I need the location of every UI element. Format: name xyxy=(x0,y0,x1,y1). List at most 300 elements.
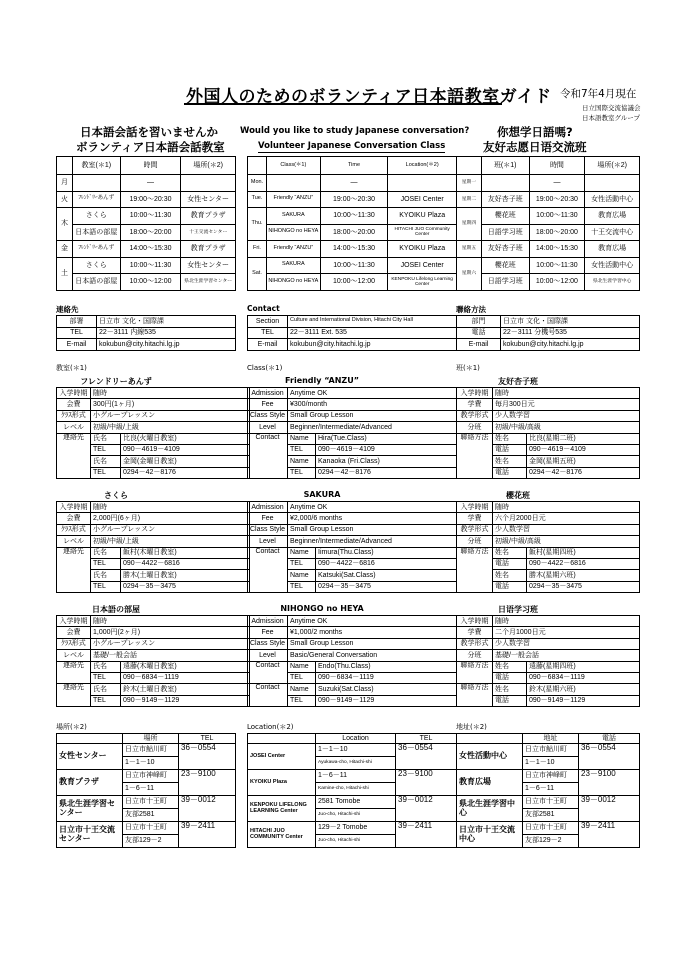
table-row xyxy=(248,274,457,291)
table-cell: 小グループレッスン xyxy=(91,410,250,421)
table-cell: 学費 xyxy=(457,399,493,410)
table-cell: 木 xyxy=(57,208,73,241)
table-cell: 連絡先 xyxy=(57,661,91,684)
table-row xyxy=(457,616,640,627)
table-row xyxy=(57,224,236,241)
table-cell: Katsuki(Sat.Class) xyxy=(316,570,457,581)
table-row xyxy=(457,502,640,513)
table-cell: 日立市十王交流センター xyxy=(57,822,123,848)
en-class-name: Friendly “ANZU” xyxy=(285,376,359,385)
zh-class-name: 櫻花班 xyxy=(506,491,530,500)
table-cell: さくら xyxy=(72,208,120,225)
table-cell: Basic/General Conversation xyxy=(288,650,457,661)
en-class-name: SAKURA xyxy=(303,490,341,499)
table-cell: 1－1－10 xyxy=(523,757,579,770)
table-cell: 姓名 xyxy=(493,433,527,444)
ja-heading-2: ボランティア日本語会話教室 xyxy=(76,139,225,157)
table-row xyxy=(57,744,236,757)
table-cell: 18:00～20:00 xyxy=(529,224,585,241)
table-row xyxy=(457,433,640,444)
table-row xyxy=(457,191,640,208)
ja-contact-title: 連絡先 xyxy=(56,305,79,314)
table-cell: 電話 xyxy=(493,695,527,706)
table-cell: 1－1－10 xyxy=(123,757,179,770)
table-cell: TEL xyxy=(91,467,121,478)
table-cell: Name xyxy=(288,547,316,558)
table-cell: Contact xyxy=(248,684,288,707)
table-cell: 日立市鮎川町 xyxy=(123,744,179,757)
table-cell: 連絡先 xyxy=(57,433,91,479)
table-cell: 19:00～20:30 xyxy=(120,191,181,208)
table-row xyxy=(57,502,250,513)
table-cell: Tue. xyxy=(248,191,267,208)
table-cell: 090－6834－1119 xyxy=(316,672,457,683)
table-cell: kokubun@city.hitachi.lg.jp xyxy=(288,339,457,351)
table-cell: Class(＊1) xyxy=(266,157,320,175)
table-cell: 日立市神峰町 xyxy=(123,770,179,783)
table-cell: 会費 xyxy=(57,399,91,410)
table-cell: 090－4619－4109 xyxy=(316,444,457,455)
zh-class-table xyxy=(456,501,640,593)
table-cell: 22－3111 分機号535 xyxy=(501,327,640,339)
table-cell: TEL xyxy=(396,734,457,744)
table-row xyxy=(248,175,457,192)
table-cell xyxy=(248,734,316,744)
en-contact-title: Contact xyxy=(247,304,280,313)
table-cell: kokubun@city.hitachi.lg.jp xyxy=(501,339,640,351)
table-cell: 金岡(星期五班) xyxy=(527,456,640,467)
table-row xyxy=(57,410,250,421)
table-cell: 日立市鮎川町 xyxy=(523,744,579,757)
table-cell: 電話 xyxy=(493,672,527,683)
table-cell: 女性活動中心 xyxy=(585,191,640,208)
table-cell: 日立市 文化・国際課 xyxy=(97,316,236,328)
table-cell: 日本語の部屋 xyxy=(72,224,120,241)
table-cell: 友好杏子班 xyxy=(481,241,529,258)
table-cell: 10:00～12:00 xyxy=(120,274,181,291)
ja-contact-table xyxy=(56,315,236,351)
zh-contact-table xyxy=(456,315,640,351)
table-row xyxy=(248,399,457,410)
table-cell: 090－9149－1129 xyxy=(316,695,457,706)
table-row xyxy=(57,175,236,192)
table-row xyxy=(457,257,640,274)
table-cell: 女性センター xyxy=(181,257,236,274)
en-class-table xyxy=(247,387,457,479)
table-cell: 姓名 xyxy=(493,570,527,581)
table-row xyxy=(248,744,457,757)
table-cell: Anytime OK xyxy=(288,388,457,399)
zh-place-label: 地址(＊2) xyxy=(456,723,487,731)
table-cell: KENPOKU LIFELONG LEARNING Center xyxy=(248,796,316,822)
table-cell: 教育プラザ xyxy=(181,241,236,258)
table-cell: 少人数学習 xyxy=(493,638,640,649)
table-cell: 地址 xyxy=(523,734,579,744)
table-cell: 39－2411 xyxy=(579,822,640,848)
table-row xyxy=(457,796,640,809)
table-cell: 日立市十王町 xyxy=(123,822,179,835)
table-cell: 姓名 xyxy=(493,684,527,695)
table-row xyxy=(457,524,640,535)
table-cell: 比良(火曜日教室) xyxy=(121,433,250,444)
table-cell: 22－3111 内線535 xyxy=(97,327,236,339)
table-cell: Section xyxy=(248,316,288,328)
page-title: 外国人のためのボランティア日本語教室ガイド xyxy=(186,87,552,107)
table-cell: 時間 xyxy=(529,157,585,175)
table-cell: 姓名 xyxy=(493,661,527,672)
table-cell: ｸﾗｽ形式 xyxy=(57,638,91,649)
table-cell: 10:00～11:30 xyxy=(120,208,181,225)
table-cell: 23－9100 xyxy=(179,770,236,796)
table-cell xyxy=(248,157,267,175)
table-cell: Fee xyxy=(248,627,288,638)
table-cell: ｸﾗｽ形式 xyxy=(57,410,91,421)
table-cell: 星期五 xyxy=(457,241,482,258)
table-cell: Admission xyxy=(248,388,288,399)
table-cell: TEL xyxy=(91,558,121,569)
table-row xyxy=(457,627,640,638)
table-cell: Contact xyxy=(248,661,288,684)
table-cell: 班(＊1) xyxy=(481,157,529,175)
table-cell xyxy=(585,175,640,192)
table-cell: 19:00～20:30 xyxy=(529,191,585,208)
zh-class-name: 友好杏子班 xyxy=(498,377,538,386)
table-cell: 金岡(金曜日教室) xyxy=(121,456,250,467)
table-row xyxy=(57,513,250,524)
table-cell: 0294－42－8176 xyxy=(316,467,457,478)
table-cell: 比良(星期二班) xyxy=(527,433,640,444)
table-cell: Beginner/Intermediate/Advanced xyxy=(288,536,457,547)
table-cell: Location xyxy=(316,734,396,744)
table-row xyxy=(57,684,250,695)
table-row xyxy=(457,422,640,433)
table-cell: 氏名 xyxy=(91,433,121,444)
table-row xyxy=(248,502,457,513)
table-cell: 少人数学習 xyxy=(493,410,640,421)
table-row xyxy=(248,388,457,399)
table-cell xyxy=(181,175,236,192)
table-cell: 1－6－11 xyxy=(316,770,396,783)
table-cell: Friendly “ANZU” xyxy=(266,241,320,258)
table-cell xyxy=(266,175,320,192)
zh-class-label: 班(＊1) xyxy=(456,364,480,372)
table-cell: SAKURA xyxy=(266,208,320,225)
table-row xyxy=(57,241,236,258)
table-cell: 電話 xyxy=(457,327,501,339)
table-cell: Ayukawa-cho, Hitachi-shi xyxy=(316,757,396,770)
table-cell: 36－0554 xyxy=(579,744,640,770)
table-cell: 教育広場 xyxy=(585,241,640,258)
table-cell: Level xyxy=(248,422,288,433)
table-cell: 学費 xyxy=(457,513,493,524)
table-cell: 遠藤(星期四班) xyxy=(527,661,640,672)
table-cell: 学費 xyxy=(457,627,493,638)
table-cell: 入学時期 xyxy=(457,388,493,399)
table-cell: レベル xyxy=(57,650,91,661)
table-cell: Anytime OK xyxy=(288,502,457,513)
table-row xyxy=(248,684,457,695)
table-cell: 1－1－10 xyxy=(316,744,396,757)
table-row xyxy=(57,388,250,399)
table-cell: 300円(1ヶ月) xyxy=(91,399,250,410)
table-cell: Name xyxy=(288,684,316,695)
table-row xyxy=(248,224,457,241)
table-cell: 090－9149－1129 xyxy=(121,695,250,706)
table-cell: Class Style xyxy=(248,638,288,649)
table-cell xyxy=(57,157,73,175)
table-row xyxy=(248,257,457,274)
table-cell: 090－4422－6816 xyxy=(316,558,457,569)
en-heading-2: Volunteer Japanese Conversation Class xyxy=(258,141,446,151)
table-cell: Juo-cho, Hitachi-shi xyxy=(316,835,396,848)
table-cell: 2581 Tomobe xyxy=(316,796,396,809)
ja-class-table xyxy=(56,387,250,479)
table-cell: 少人数学習 xyxy=(493,524,640,535)
ja-heading-1: 日本語会話を習いませんか xyxy=(80,125,218,139)
table-cell: 小グループレッスン xyxy=(91,638,250,649)
table-cell: Fee xyxy=(248,513,288,524)
table-cell: ¥2,000/6 months xyxy=(288,513,457,524)
table-cell: 10:00～11:30 xyxy=(320,257,388,274)
table-cell: 氏名 xyxy=(91,661,121,672)
table-row xyxy=(457,744,640,757)
table-cell: 0294－42－8176 xyxy=(527,467,640,478)
table-cell: Fee xyxy=(248,399,288,410)
table-row xyxy=(457,661,640,672)
table-cell: 友部2581 xyxy=(523,809,579,822)
table-cell: 22－3111 Ext. 535 xyxy=(288,327,457,339)
table-cell: Iimura(Thu.Class) xyxy=(316,547,457,558)
ja-class-table xyxy=(56,615,250,707)
table-cell: 場所 xyxy=(123,734,179,744)
table-cell: Contact xyxy=(248,547,288,593)
table-cell: 入学時期 xyxy=(457,502,493,513)
table-cell: ¥1,000/2 months xyxy=(288,627,457,638)
table-cell: Hira(Tue.Class) xyxy=(316,433,457,444)
table-cell: ― xyxy=(529,175,585,192)
table-cell: 六个月2000日元 xyxy=(493,513,640,524)
table-cell: 14:00～15:30 xyxy=(529,241,585,258)
table-cell: 遠藤(木曜日教室) xyxy=(121,661,250,672)
table-row xyxy=(57,422,250,433)
table-cell: Anytime OK xyxy=(288,616,457,627)
table-cell: Small Group Lesson xyxy=(288,524,457,535)
table-row xyxy=(457,547,640,558)
table-row xyxy=(248,524,457,535)
table-cell: 教学形式 xyxy=(457,524,493,535)
table-cell xyxy=(57,734,123,744)
table-cell: 14:00～15:30 xyxy=(120,241,181,258)
table-cell: TEL xyxy=(288,672,316,683)
ja-class-name: さくら xyxy=(104,491,128,500)
table-cell: TEL xyxy=(288,558,316,569)
en-contact-table xyxy=(247,315,457,351)
table-cell: KYOIKU Plaza xyxy=(388,241,457,258)
table-cell: TEL xyxy=(288,467,316,478)
table-cell: Admission xyxy=(248,616,288,627)
table-cell: 場所(＊2) xyxy=(181,157,236,175)
table-cell: 随時 xyxy=(91,616,250,627)
en-schedule-table xyxy=(247,156,457,291)
table-cell: TEL xyxy=(91,444,121,455)
table-cell: 随時 xyxy=(493,502,640,513)
en-class-table xyxy=(247,501,457,593)
table-cell: 随時 xyxy=(91,502,250,513)
table-cell: 090－4422－6816 xyxy=(121,558,250,569)
table-cell: Juo-cho, Hitachi-shi xyxy=(316,809,396,822)
table-cell: Class Style xyxy=(248,410,288,421)
table-cell: ― xyxy=(120,175,181,192)
table-cell: Thu. xyxy=(248,208,267,241)
table-cell: 十王交流中心 xyxy=(585,224,640,241)
table-cell: 火 xyxy=(57,191,73,208)
table-cell: 分班 xyxy=(457,422,493,433)
table-row xyxy=(248,316,457,328)
table-cell: 入学時期 xyxy=(57,388,91,399)
table-cell: Suzuki(Sat.Class) xyxy=(316,684,457,695)
table-cell: TEL xyxy=(288,581,316,592)
table-cell: ｸﾗｽ形式 xyxy=(57,524,91,535)
table-cell: Location(＊2) xyxy=(388,157,457,175)
table-cell: ¥300/month xyxy=(288,399,457,410)
table-row xyxy=(57,770,236,783)
table-row xyxy=(248,513,457,524)
table-row xyxy=(57,650,250,661)
table-row xyxy=(57,274,236,291)
table-cell: Name xyxy=(288,456,316,467)
table-cell: 39－2411 xyxy=(179,822,236,848)
table-row xyxy=(248,822,457,835)
table-cell: 氏名 xyxy=(91,570,121,581)
table-cell: TEL xyxy=(248,327,288,339)
table-cell: 日立市十王町 xyxy=(523,822,579,835)
table-cell: 0294－35－3475 xyxy=(316,581,457,592)
table-cell: Endo(Thu.Class) xyxy=(316,661,457,672)
table-cell: Beginner/Intermediate/Advanced xyxy=(288,422,457,433)
table-cell: 聯絡方法 xyxy=(457,433,493,479)
table-row xyxy=(457,327,640,339)
table-cell: 39－0012 xyxy=(179,796,236,822)
table-cell: 聯絡方法 xyxy=(457,661,493,684)
table-cell: さくら xyxy=(72,257,120,274)
table-cell: 二个月1000日元 xyxy=(493,627,640,638)
en-heading-1: Would you like to study Japanese conversation? xyxy=(240,126,470,136)
table-cell: E-mail xyxy=(248,339,288,351)
table-cell: 129－2 Tomobe xyxy=(316,822,396,835)
table-cell: 入学時期 xyxy=(57,616,91,627)
table-cell: 星期六 xyxy=(457,257,482,290)
table-cell: 教室(＊1) xyxy=(72,157,120,175)
table-header-row xyxy=(57,734,236,744)
table-cell: レベル xyxy=(57,536,91,547)
table-cell: 会費 xyxy=(57,627,91,638)
table-row xyxy=(57,191,236,208)
table-cell: HITACHI JUO Community Center xyxy=(388,224,457,241)
table-row xyxy=(248,650,457,661)
table-cell: 2,000円(6ヶ月) xyxy=(91,513,250,524)
table-header-row xyxy=(248,734,457,744)
table-cell: 10:00～11:30 xyxy=(529,257,585,274)
table-cell: 1－6－11 xyxy=(123,783,179,796)
table-cell: 電話 xyxy=(493,581,527,592)
table-cell: Name xyxy=(288,661,316,672)
table-cell: Kanaoka (Fri.Class) xyxy=(316,456,457,467)
table-row xyxy=(248,638,457,649)
table-row xyxy=(57,524,250,535)
table-row xyxy=(57,536,250,547)
table-cell: レベル xyxy=(57,422,91,433)
table-row xyxy=(248,208,457,225)
zh-schedule-table xyxy=(456,156,640,291)
org-name-2: 日本語教室グループ xyxy=(582,114,640,122)
table-cell: 教育広場 xyxy=(457,770,523,796)
table-cell: 日立市十王交流中心 xyxy=(457,822,523,848)
table-cell: 部署 xyxy=(57,316,97,328)
table-row xyxy=(57,796,236,809)
table-cell: 飯村(星期四班) xyxy=(527,547,640,558)
table-row xyxy=(57,616,250,627)
table-row xyxy=(248,547,457,558)
table-row xyxy=(57,316,236,328)
table-cell: 日立市十王町 xyxy=(523,796,579,809)
table-cell: 19:00～20:30 xyxy=(320,191,388,208)
table-row xyxy=(248,422,457,433)
zh-heading-2: 友好志愿日语交流班 xyxy=(483,139,587,157)
table-cell: 氏名 xyxy=(91,456,121,467)
table-cell: 教育広場 xyxy=(585,208,640,225)
table-cell: 0294－42－8176 xyxy=(121,467,250,478)
table-cell: HITACHI JUO COMMUNITY Center xyxy=(248,822,316,848)
zh-class-table xyxy=(456,387,640,479)
table-cell: 部門 xyxy=(457,316,501,328)
table-row xyxy=(457,274,640,291)
table-row xyxy=(457,175,640,192)
table-cell: 女性活動中心 xyxy=(457,744,523,770)
table-cell: 日語学习班 xyxy=(481,274,529,291)
table-cell: 電話 xyxy=(579,734,640,744)
table-cell: 電話 xyxy=(493,467,527,478)
table-cell: 39－2411 xyxy=(396,822,457,848)
table-cell: 教学形式 xyxy=(457,410,493,421)
table-row xyxy=(57,627,250,638)
table-cell: 土 xyxy=(57,257,73,290)
table-cell: 櫻花班 xyxy=(481,257,529,274)
table-cell: 勝木(星期六班) xyxy=(527,570,640,581)
table-row xyxy=(57,433,250,444)
table-row xyxy=(457,224,640,241)
table-cell: 0294－35－3475 xyxy=(121,581,250,592)
table-cell: 鈴木(土曜日教室) xyxy=(121,684,250,695)
table-cell: 0294－35－3475 xyxy=(527,581,640,592)
table-cell: Class Style xyxy=(248,524,288,535)
table-cell: 090－9149－1129 xyxy=(527,695,640,706)
table-cell: 友部2581 xyxy=(123,809,179,822)
table-cell: 飯村(木曜日教室) xyxy=(121,547,250,558)
table-row xyxy=(248,661,457,672)
table-cell: 友好杏子班 xyxy=(481,191,529,208)
table-cell: 姓名 xyxy=(493,456,527,467)
table-cell: Sat. xyxy=(248,257,267,290)
table-row xyxy=(57,327,236,339)
table-row xyxy=(457,410,640,421)
table-cell: E-mail xyxy=(57,339,97,351)
table-row xyxy=(457,650,640,661)
table-cell: 090－6834－1119 xyxy=(527,672,640,683)
table-cell: 分班 xyxy=(457,650,493,661)
table-cell: 県北生涯学習センター xyxy=(57,796,123,822)
zh-heading-1: 你想学日語嗎? xyxy=(497,125,573,139)
table-row xyxy=(457,638,640,649)
